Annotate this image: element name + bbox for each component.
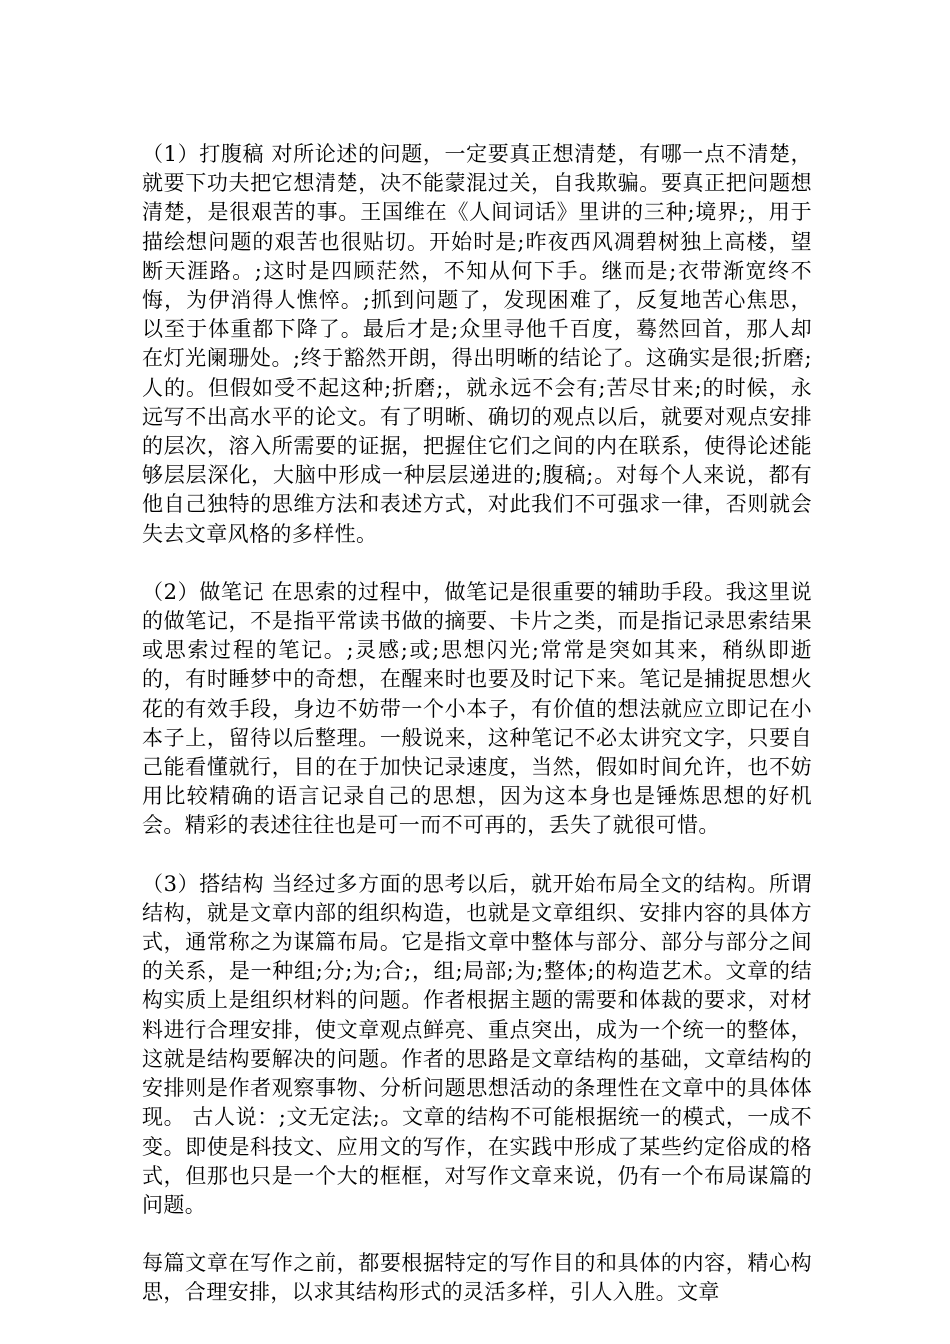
document-body bbox=[142, 140, 812, 1308]
paragraph-take-notes: （2）做笔记 在思索的过程中，做笔记是很重要的辅助手段。我这里说的做笔记，不是指平常读书做的摘要、卡片之类，而是指记录思索结果或思索过程的笔记。;灵感;或;思想闪光;常常是突如其来，稍纵即逝的，有时睡梦中的奇想，在醒来时也要及时记下来。笔记是捕捉思想火花的有效手段，身边不妨带一个小本子，有价值的想法就应立即记在小本子上，留待以后整理。一般说来，这种笔记不必太讲究文字，只要自己能看懂就行，目的在于加快记录速度，当然，假如时间允许，也不妨用比较精确的语言记录自己的思想，因为这本身也是锤炼思想的好机会。精彩的表述往往也是可一而不可再的，丢失了就很可惜。 bbox=[142, 579, 812, 838]
paragraph-gap bbox=[142, 841, 812, 870]
paragraph-build-structure: （3）搭结构 当经过多方面的思考以后，就开始布局全文的结构。所谓结构，就是文章内部的组织构造，也就是文章组织、安排内容的具体方式，通常称之为谋篇布局。它是指文章中整体与部分、部分与部分之间的关系，是一种组;分;为;合;，组;局部;为;整体;的构造艺术。文章的结构实质上是组织材料的问题。作者根据主题的需要和体裁的要求，对材料进行合理安排，使文章观点鲜亮、重点突出，成为一个统一的整体，这就是结构要解决的问题。作者的思路是文章结构的基础，文章结构的安排则是作者观察事物、分析问题思想活动的条理性在文章中的具体体现。 古人说：;文无定法;。文章的结构不可能根据统一的模式，一成不变。即使是科技文、应用文的写作，在实践中形成了某些约定俗成的格式，但那也只是一个大的框框，对写作文章来说，仍有一个布局谋篇的问题。 bbox=[142, 871, 812, 1217]
paragraph-gap bbox=[142, 1220, 812, 1249]
paragraph-gap bbox=[142, 549, 812, 578]
paragraph-draft-outline: （1）打腹稿 对所论述的问题，一定要真正想清楚，有哪一点不清楚，就要下功夫把它想清楚，决不能蒙混过关，自我欺骗。要真正把问题想清楚，是很艰苦的事。王国维在《人间词话》里讲的三种;境界;，用于描绘想问题的艰苦也很贴切。开始时是;昨夜西风凋碧树独上高楼，望断天涯路。;这时是四顾茫然，不知从何下手。继而是;衣带渐宽终不悔，为伊消得人憔悴。;抓到问题了，发现困难了，反复地苦心焦思，以至于体重都下降了。最后才是;众里寻他千百度，蓦然回首，那人却在灯光阑珊处。;终于豁然开朗，得出明晰的结论了。这确实是很;折磨;人的。但假如受不起这种;折磨;，就永远不会有;苦尽甘来;的时候，永远写不出高水平的论文。有了明晰、确切的观点以后，就要对观点安排的层次，溶入所需要的证据，把握住它们之间的内在联系，使得论述能够层层深化，大脑中形成一种层层递进的;腹稿;。对每个人来说，都有他自己独特的思维方法和表述方式，对此我们不可强求一律，否则就会失去文章风格的多样性。 bbox=[142, 142, 812, 546]
paragraph-before-writing: 每篇文章在写作之前，都要根据特定的写作目的和具体的内容，精心构思，合理安排，以求其结构形式的灵活多样，引人入胜。文章 bbox=[142, 1251, 812, 1305]
